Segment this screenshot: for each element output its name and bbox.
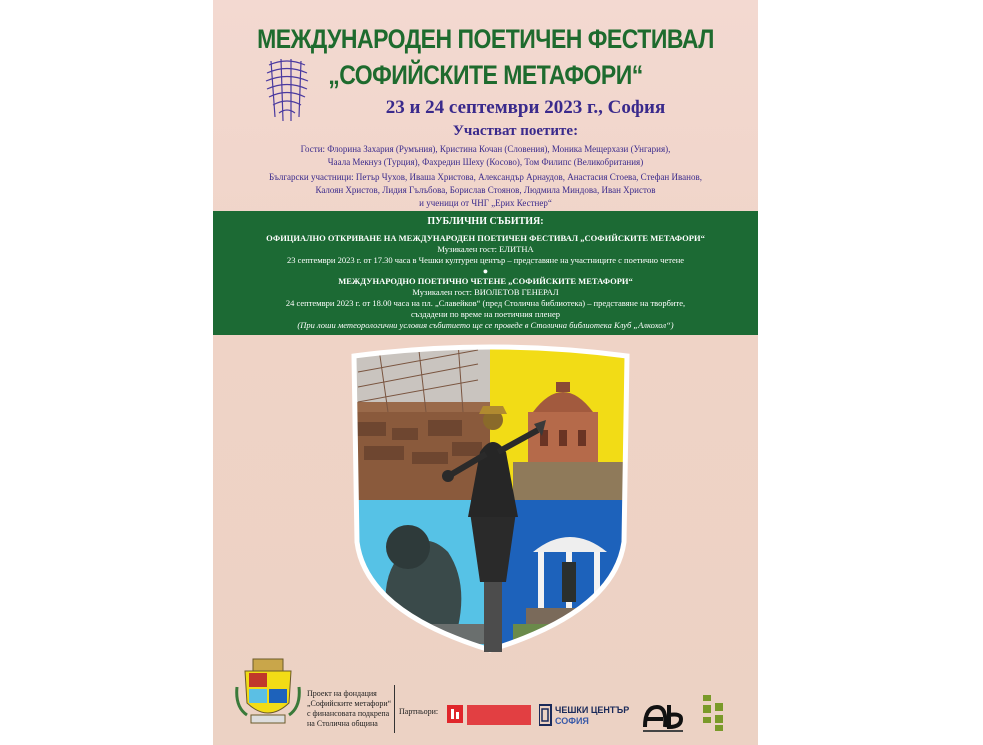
guests-line-1: Гости: Флорина Захария (Румъния), Кристина Кочан (Словения), Моника Мещерхази (Унгария), [300, 144, 671, 154]
bulgarian-line-2: Калоян Христов, Лидия Гълъбова, Борислав Стоянов, Людмила Миндова, Иван Христов [315, 185, 656, 195]
bulgarian-line-3: и ученици от ЧНГ „Ерих Кестнер“ [419, 198, 552, 208]
participants-heading: Участват поетите: [452, 123, 579, 139]
footer [213, 655, 758, 745]
project-line-3: с финансовата подкрепа [307, 709, 390, 718]
title-line-2: „СОФИЙСКИТЕ МЕТАФОРИ“ [328, 59, 643, 90]
project-line-2: „Софийските метафори“ [307, 699, 392, 708]
sofia-tour-logo-icon [693, 693, 733, 733]
guests-line-2: Чаала Мекнуз (Турция), Фахредин Шеху (Косово), Том Филипс (Великобритания) [327, 157, 644, 167]
partners-label: Партньори: [399, 707, 439, 716]
festival-poster [213, 0, 758, 745]
event2-guest: Музикален гост: ВИОЛЕТОВ ГЕНЕРАЛ [412, 287, 559, 297]
public-events-band [213, 211, 758, 335]
project-line-1: Проект на фондация [307, 689, 377, 698]
event2-weather-note: (При лоши метеорологични условия събитието ще се проведе в Столична библиотека Клуб „Алкохол“) [297, 320, 674, 330]
library-logo-icon [641, 701, 685, 733]
project-line-4: на Столична община [307, 719, 378, 728]
bulgarian-line-1: Български участници: Петър Чухов, Иваша Христова, Александър Арнаудов, Анастасия Стоева, Стефан Иванов, [269, 172, 702, 182]
event1-guest: Музикален гост: ЕЛИТНА [437, 244, 534, 254]
event1-title: ОФИЦИАЛНО ОТКРИВАНЕ НА МЕЖДУНАРОДЕН ПОЕТИЧЕН ФЕСТИВАЛ „СОФИЙСКИТЕ МЕТАФОРИ“ [266, 233, 705, 243]
czech-center-name: ЧЕШКИ ЦЕНТЪР [555, 705, 630, 715]
event1-details: 23 септември 2023 г. от 17.30 часа в Чешки културен център – представяне на участниците с поетично четене [286, 255, 685, 265]
czech-center-city: СОФИЯ [555, 716, 589, 726]
footer-divider [394, 685, 395, 733]
event2-details-line-2: създадени по време на поетичния пленер [411, 309, 560, 319]
project-credit [307, 689, 399, 729]
festival-dates: 23 и 24 септември 2023 г., София [385, 97, 666, 118]
event-separator: ● [482, 266, 489, 276]
events-heading: ПУБЛИЧНИ СЪБИТИЯ: [427, 216, 544, 227]
partner-logo-1-icon [447, 703, 531, 727]
event2-title: МЕЖДУНАРОДНО ПОЕТИЧНО ЧЕТЕНЕ „СОФИЙСКИТЕ МЕТАФОРИ“ [338, 276, 633, 286]
event2-details-line-1: 24 септември 2023 г. от 18.00 часа на пл. „Славейков“ (пред Столична библиотека) – представяне на творбите, [285, 298, 686, 308]
sofia-shield-illustration [348, 342, 633, 654]
sofia-coat-of-arms-icon [235, 657, 301, 727]
title-line-1: МЕЖДУНАРОДЕН ПОЕТИЧЕН ФЕСТИВАЛ [257, 23, 714, 54]
